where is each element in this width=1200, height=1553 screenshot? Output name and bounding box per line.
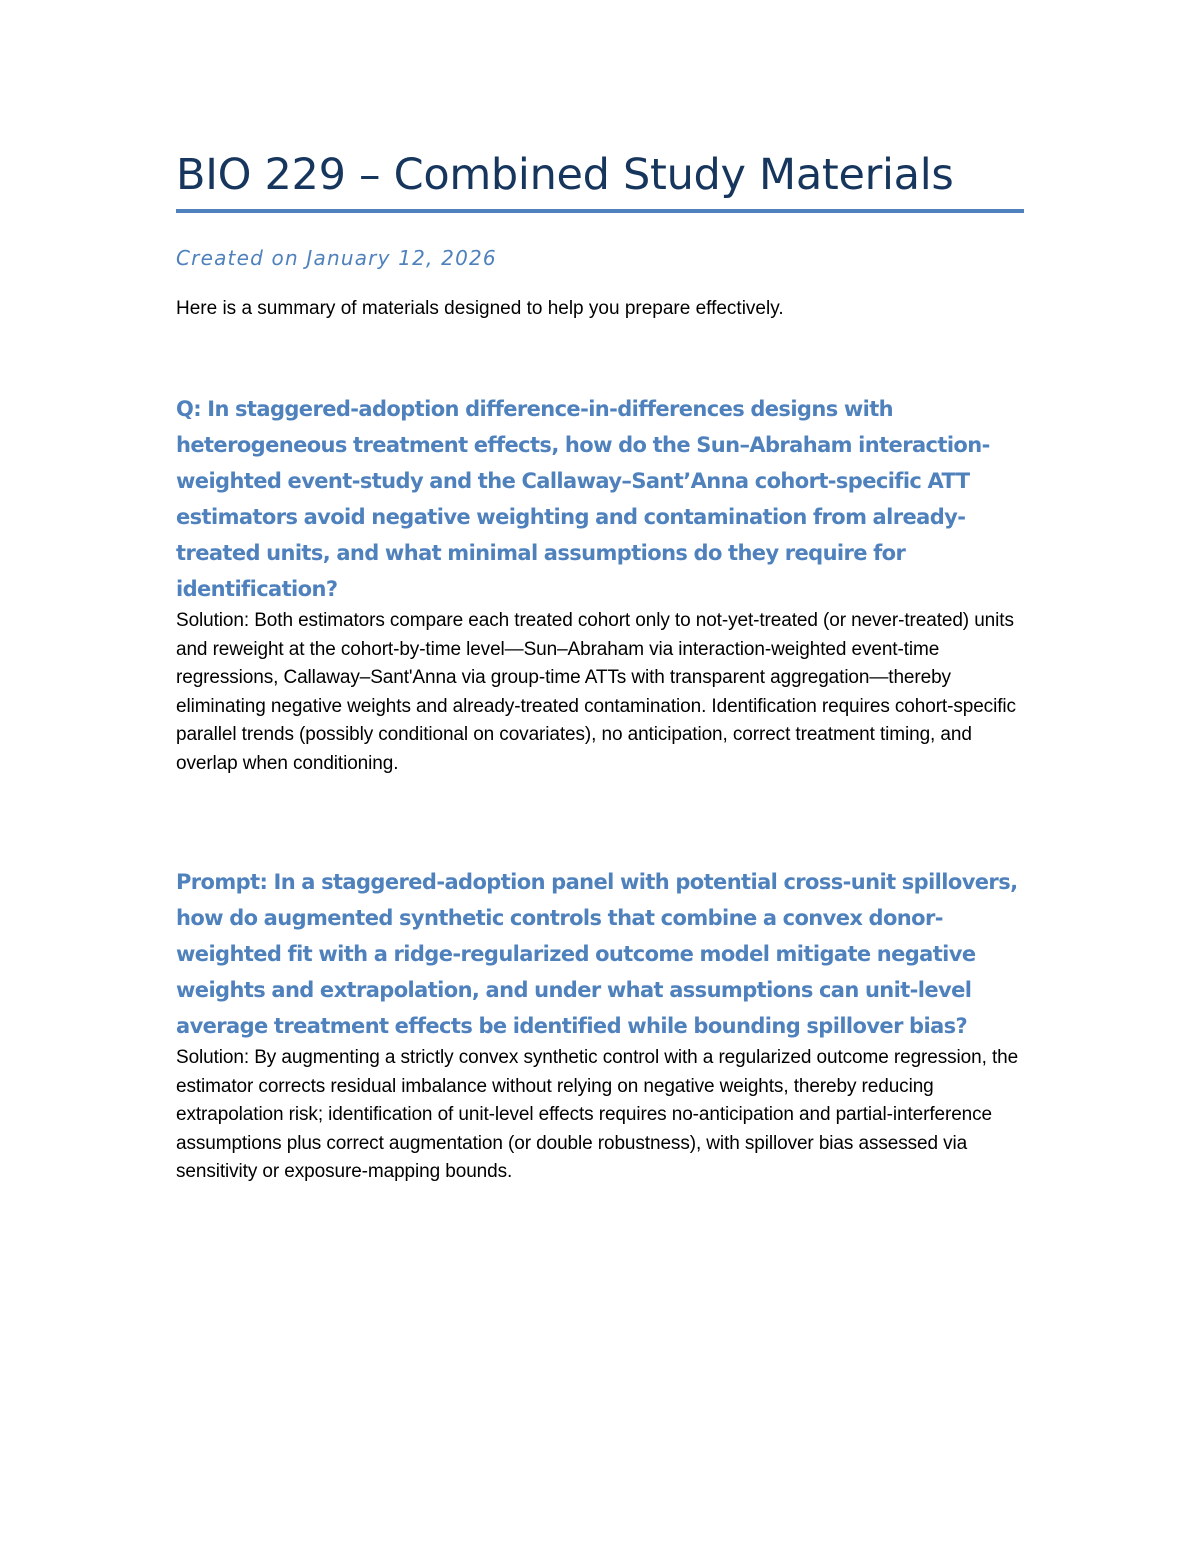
- question-heading: Q: In staggered-adoption difference-in-differences designs with heterogeneous treatment effects, how do the Sun–Abraham interaction-weighted event-study and the Callaway–Sant’Anna cohort-specific ATT estimators avoid negative weighting and contamination from already-treated units, and what minimal assumptions do they require for identification?: [176, 397, 990, 601]
- intro-paragraph: Here is a summary of materials designed to help you prepare effectively.: [176, 298, 784, 319]
- solution-paragraph: Solution: Both estimators compare each treated cohort only to not-yet-treated (or never-treated) units and reweight at the cohort-by-time level—Sun–Abraham via interaction-weighted event-time regressions, Callaway–Sant'Anna via group-time ATTs with transparent aggregation—thereby eliminating negative weights and already-treated contamination. Identification requires cohort-specific parallel trends (possibly conditional on covariates), no anticipation, correct treatment timing, and overlap when conditioning.: [176, 610, 1016, 774]
- title-underline-divider: [176, 209, 1024, 213]
- qa-block-1: [176, 391, 1024, 779]
- document-subtitle-date: Created on January 12, 2026: [176, 246, 497, 270]
- qa-block-2: [176, 864, 1024, 1187]
- document-title: BIO 229 – Combined Study Materials: [176, 150, 954, 200]
- solution-paragraph: Solution: By augmenting a strictly convex synthetic control with a regularized outcome regression, the estimator corrects residual imbalance without relying on negative weights, thereby reducing extrapolation risk; identification of unit-level effects requires no-anticipation and partial-interference assumptions plus correct augmentation (or double robustness), with spillover bias assessed via sensitivity or exposure-mapping bounds.: [176, 1047, 1019, 1183]
- question-heading: Prompt: In a staggered-adoption panel with potential cross-unit spillovers, how do augmented synthetic controls that combine a convex donor-weighted fit with a ridge-regularized outcome model mitigate negative weights and extrapolation, and under what assumptions can unit-level average treatment effects be identified while bounding spillover bias?: [176, 870, 1018, 1038]
